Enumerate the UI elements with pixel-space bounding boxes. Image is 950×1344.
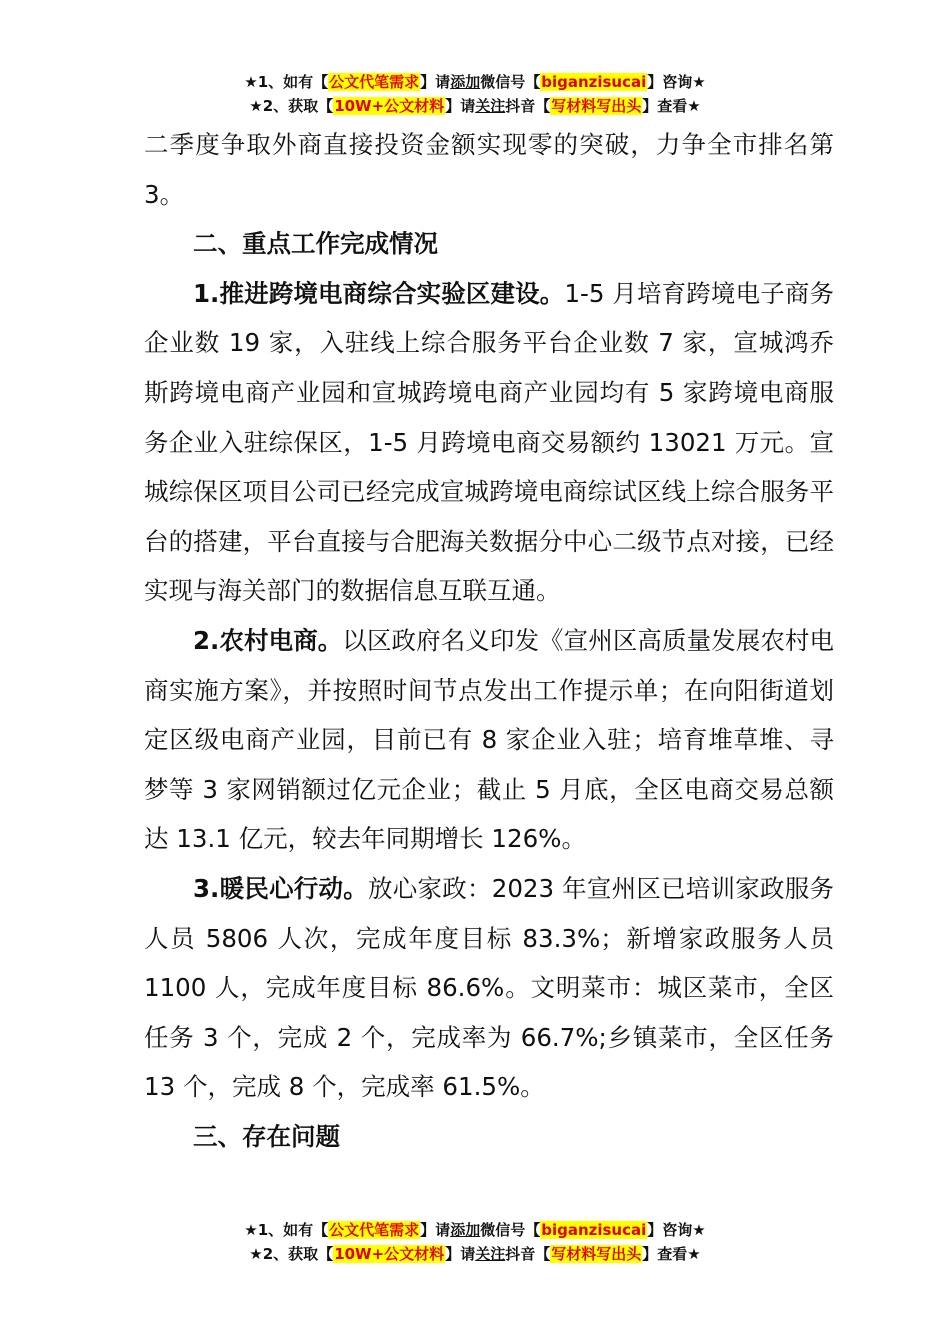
header-banner-line-2: ★2、获取【10W+公文材料】请关注抖音【写材料写出头】查看★: [249, 97, 701, 115]
paragraph-continuation: 二季度争取外商直接投资金额实现零的突破，力争全市排名第 3。: [144, 130, 834, 209]
header-banner: [0, 70, 950, 118]
section-heading-3: 三、存在问题: [193, 1121, 340, 1151]
item-1-text: 1-5 月培育跨境电子商务企业数 19 家，入驻线上综合服务平台企业数 7 家，宣城鸿乔斯跨境电商产业园和宣城跨境电商产业园均有 5 家跨境电商服务企业入驻综保区，1-5 月跨境电商交易额约 13021 万元。宣城综保区项目公司已经完成宣城跨境电商综试区线上综合服务平台的搭建，平台直接与合肥海关数据分中心二级节点对接，已经实现与海关部门的数据信息互联互通。: [144, 278, 834, 606]
highlight-wechat-id: biganzisucai: [541, 1221, 647, 1239]
highlight-materials: 10W+公文材料: [334, 97, 445, 115]
highlight-douyin-id: 写材料写出头: [551, 1245, 642, 1263]
paragraph-item-1: [144, 269, 834, 616]
item-1-title: 1.推进跨境电商综合实验区建设。: [193, 278, 565, 308]
item-3-text: 放心家政：2023 年宣州区已培训家政服务人员 5806 人次，完成年度目标 83.3%；新增家政服务人员 1100 人，完成年度目标 86.6%。文明菜市：城区菜市，全区任务 3 个，完成 2 个，完成率为 66.7%;乡镇菜市，全区任务 13 个，完成 8 个，完成率 61.5%。: [144, 873, 834, 1102]
document-body: [144, 120, 834, 1161]
item-3-title: 3.暖民心行动。: [193, 873, 369, 903]
item-2-title: 2.农村电商。: [193, 625, 343, 655]
footer-banner-line-2: ★2、获取【10W+公文材料】请关注抖音【写材料写出头】查看★: [249, 1245, 701, 1263]
section-heading-2: 二、重点工作完成情况: [193, 229, 438, 259]
highlight-douyin-id: 写材料写出头: [551, 97, 642, 115]
highlight-service: 公文代笔需求: [329, 1221, 420, 1239]
paragraph-item-3: [144, 864, 834, 1112]
highlight-materials: 10W+公文材料: [334, 1245, 445, 1263]
highlight-service: 公文代笔需求: [329, 73, 420, 91]
header-banner-line-1: ★1、如有【公文代笔需求】请添加微信号【biganzisucai】咨询★: [244, 73, 706, 91]
item-2-text: 以区政府名义印发《宣州区高质量发展农村电商实施方案》，并按照时间节点发出工作提示单；在向阳街道划定区级电商产业园，目前已有 8 家企业入驻；培育堆草堆、寻梦等 3 家网销额过亿元企业；截止 5 月底，全区电商交易总额达 13.1 亿元，较去年同期增长 126%。: [144, 625, 834, 854]
highlight-wechat-id: biganzisucai: [541, 73, 647, 91]
footer-banner: [0, 1218, 950, 1266]
paragraph-item-2: [144, 616, 834, 864]
footer-banner-line-1: ★1、如有【公文代笔需求】请添加微信号【biganzisucai】咨询★: [244, 1221, 706, 1239]
